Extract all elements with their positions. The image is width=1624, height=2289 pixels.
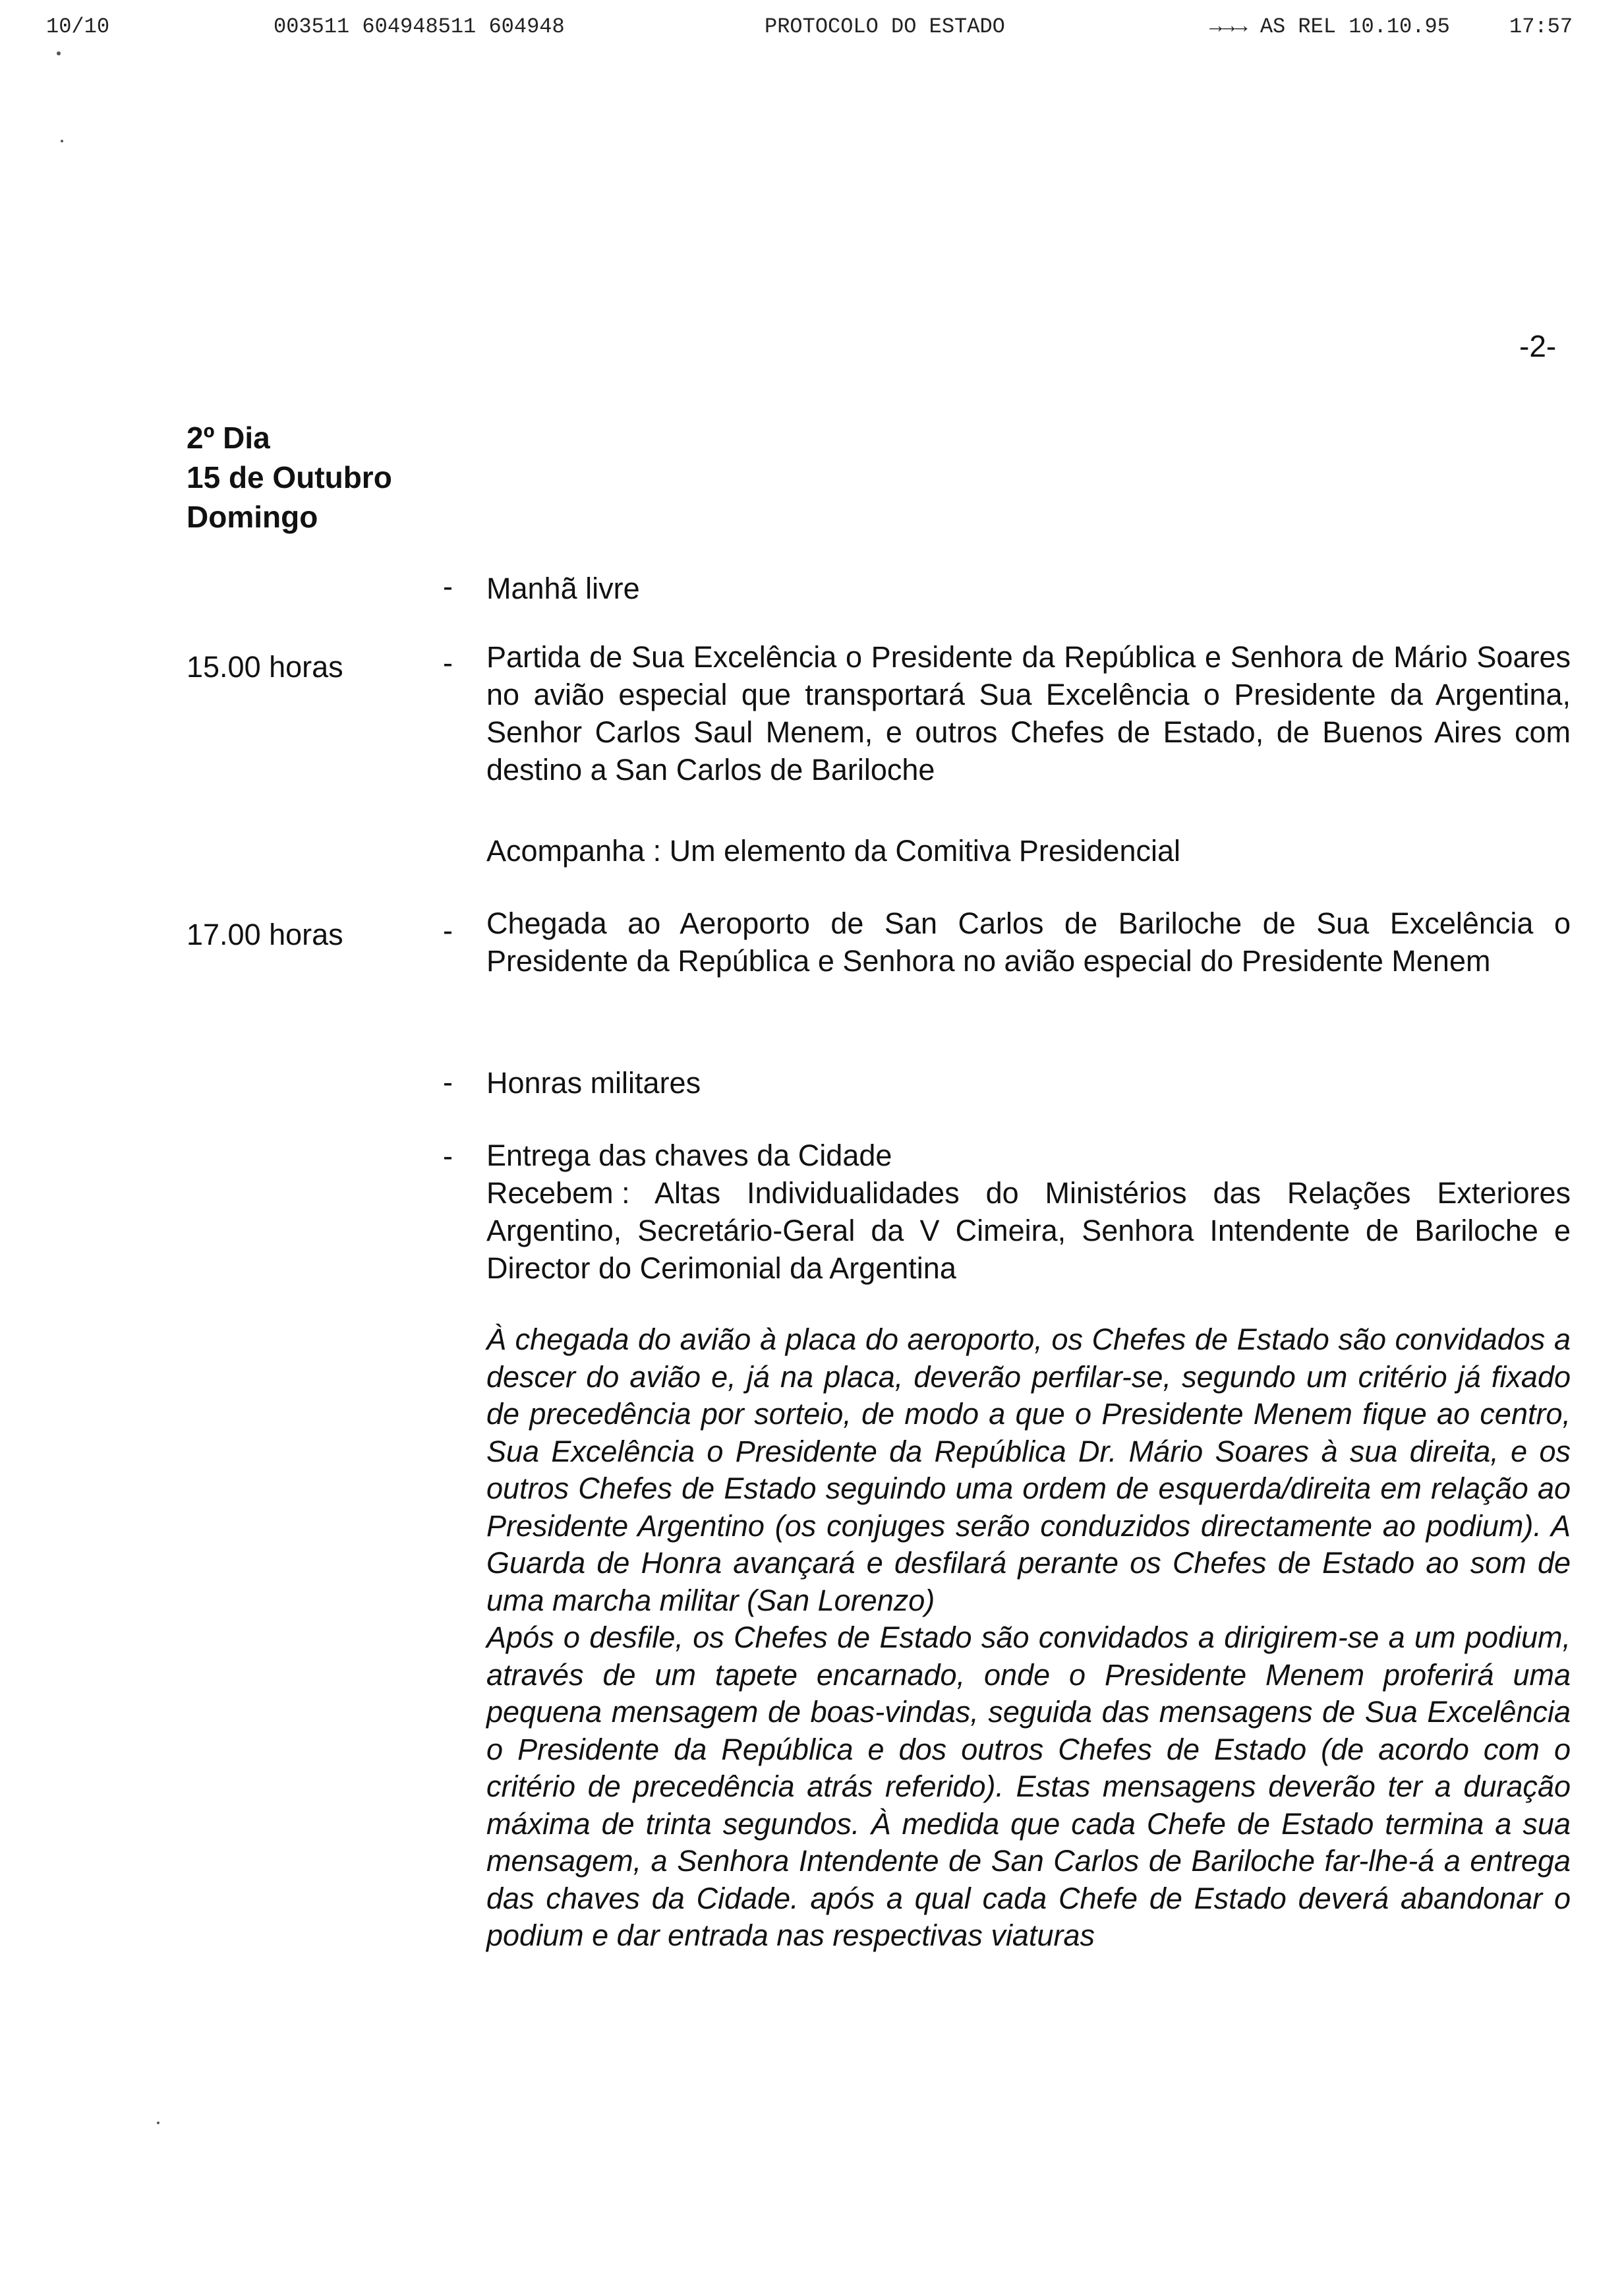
fax-header [46,15,1588,47]
fax-sender: PROTOCOLO DO ESTADO [765,15,1005,39]
schedule-item-departure: Partida de Sua Excelência o Presidente da República e Senhora de Mário Soares no avião especial que transportará Sua Excelência o Presidente da Argentina, Senhor Carlos Saul Menem, e outros Chefes de Estado, de Buenos Aires com destino a San Carlos de Bariloche [486,640,1571,787]
schedule-item-morning: Manhã livre [486,572,640,605]
scan-speck [61,140,63,142]
scan-speck [57,51,61,55]
schedule-item-honours: Honras militares [486,1066,701,1100]
list-dash: - [443,914,453,947]
ceremony-paragraph-1: À chegada do avião à placa do aeroporto, os Chefes de Estado são convidados a descer do avião e, já na placa, deverão perfilar-se, segundo um critério já fixado de precedência por sorteio, de modo a que o Presidente Menem fique ao centro, Sua Excelência o Presidente da República Dr. Mário Soares à sua direita, e os outros Chefes de Estado seguindo uma ordem de esquerda/direita em relação ao Presidente Argentino (os conjuges serão conduzidos directamente ao podium). A Guarda de Honra avançará e desfilará perante os Chefes de Estado ao som de uma marcha militar (San Lorenzo) [486,1323,1571,1617]
fax-time: 17:57 [1509,15,1573,39]
list-dash: - [443,646,453,680]
time-label-arrival: 17.00 horas [187,918,343,951]
ceremony-notes [486,1321,1571,1955]
date-label: 15 de Outubro [187,460,392,494]
page-number: -2- [1519,329,1557,363]
list-dash: - [443,1139,453,1173]
time-label-departure: 15.00 horas [187,650,343,684]
accompanies-note: Acompanha : Um elemento da Comitiva Presidencial [486,834,1180,868]
list-dash: - [443,570,453,603]
keys-title: Entrega das chaves da Cidade [486,1139,892,1172]
recebem-label: Recebem : [486,1176,630,1210]
schedule-item-arrival: Chegada ao Aeroporto de San Carlos de Bariloche de Sua Excelência o Presidente da República e Senhora no avião especial do Presidente Menem [486,907,1571,978]
fax-destination: →→→ AS REL 10.10.95 [1209,15,1450,39]
fax-number: 003511 604948511 604948 [274,15,565,39]
day-heading [187,418,392,537]
recebem-list: Altas Individualidades do Ministérios das Relações Exteriores Argentino, Secretário-Geral da V Cimeira, Senhora Intendente de Bariloche e Director do Cerimonial da Argentina [486,1176,1571,1285]
day-label: 2º Dia [187,421,270,455]
list-dash: - [443,1065,453,1099]
weekday-label: Domingo [187,500,318,534]
fax-page-count: 10/10 [46,15,110,39]
ceremony-paragraph-2: Após o desfile, os Chefes de Estado são convidados a dirigirem-se a um podium, através de um tapete encarnado, onde o Presidente Menem proferirá uma pequena mensagem de boas-vindas, seguida das mensagens de Sua Excelência o Presidente da República e dos outros Chefes de Estado (de acordo com o critério de precedência atrás referido). Estas mensagens deverão ter a duração máxima de trinta segundos. À medida que cada Chefe de Estado termina a sua mensagem, a Senhora Intendente de San Carlos de Bariloche far-lhe-á a entrega das chaves da Cidade. após a qual cada Chefe de Estado deverá abandonar o podium e dar entrada nas respectivas viaturas [486,1620,1571,1952]
keys-recipients [486,1174,1571,1287]
scan-speck [157,2122,160,2124]
schedule-item-keys [486,1137,1571,1287]
